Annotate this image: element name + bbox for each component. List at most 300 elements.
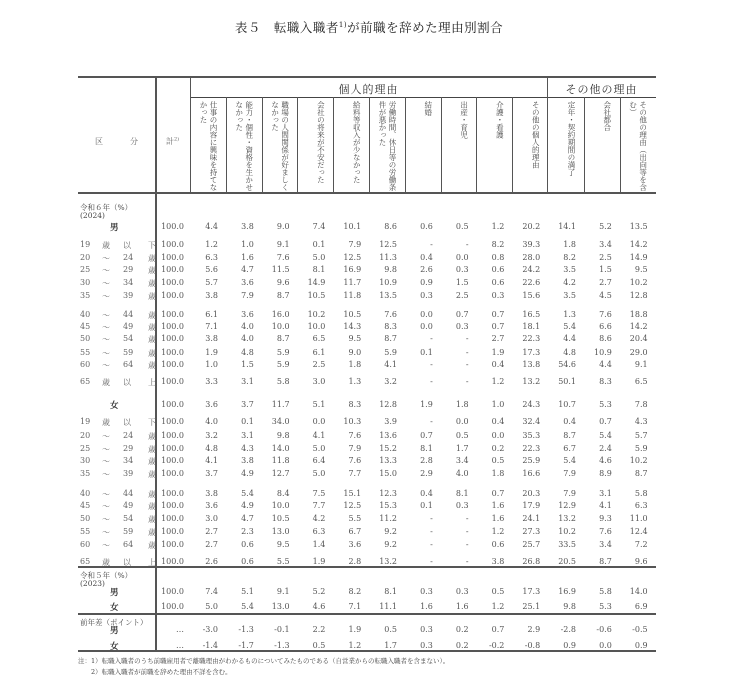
reason-value: 10.2 bbox=[629, 456, 648, 465]
reason-value: 5.4 bbox=[241, 489, 254, 498]
reason-value: 50.1 bbox=[558, 377, 576, 386]
reason-value: 6.9 bbox=[634, 602, 648, 611]
age-label-part: ～ bbox=[102, 254, 110, 263]
reason-value: 9.3 bbox=[599, 514, 612, 523]
reason-value: 1.6 bbox=[455, 602, 469, 611]
reason-value: 22.3 bbox=[522, 444, 541, 453]
reason-value: -3.0 bbox=[202, 625, 218, 634]
total-value: 100.0 bbox=[161, 310, 184, 319]
reason-value: 10.0 bbox=[271, 501, 290, 510]
reason-value: 54.6 bbox=[558, 360, 576, 369]
age-label-part: 歳 bbox=[148, 323, 156, 332]
reason-value: 14.9 bbox=[629, 253, 648, 262]
reason-value: 13.0 bbox=[271, 602, 290, 611]
reason-value: 10.9 bbox=[379, 278, 397, 287]
age-label-part: 45 bbox=[80, 322, 91, 331]
age-label-part: 30 bbox=[80, 278, 91, 287]
total-header-label: 計 bbox=[166, 137, 174, 146]
reason-value: 4.4 bbox=[563, 334, 576, 343]
reason-value: 7.6 bbox=[348, 431, 362, 440]
reason-value: 2.2 bbox=[312, 625, 326, 634]
reason-value: 5.8 bbox=[599, 587, 612, 596]
reason-value: 6.1 bbox=[312, 348, 326, 357]
reason-value: 4.5 bbox=[599, 291, 612, 300]
reason-value: 2.9 bbox=[420, 469, 433, 478]
age-label-part: 35 bbox=[80, 469, 91, 478]
reason-value: 1.2 bbox=[348, 641, 362, 650]
age-label-part: 歳 bbox=[148, 470, 156, 479]
reason-value: - bbox=[465, 557, 469, 566]
age-label-part: 59 bbox=[123, 527, 134, 536]
reason-value: 14.0 bbox=[629, 587, 648, 596]
reason-value: - bbox=[465, 514, 469, 523]
reason-value: 2.7 bbox=[205, 540, 218, 549]
reason-value: 0.6 bbox=[241, 540, 254, 549]
age-label-part: 44 bbox=[123, 489, 134, 498]
column-header: 労働時間、休日等の労働条件が悪かった bbox=[378, 101, 397, 191]
reason-value: 1.3 bbox=[348, 377, 362, 386]
reason-value: 13.3 bbox=[379, 456, 397, 465]
reason-value: 15.6 bbox=[522, 291, 541, 300]
reason-value: 5.7 bbox=[634, 431, 648, 440]
age-label-part: 歳 bbox=[148, 254, 156, 263]
reason-value: 27.3 bbox=[522, 527, 541, 536]
reason-value: 2.4 bbox=[599, 444, 612, 453]
reason-value: 7.9 bbox=[348, 444, 362, 453]
age-label-part: 54 bbox=[123, 334, 134, 343]
reason-value: 0.5 bbox=[491, 456, 505, 465]
reason-value: 1.0 bbox=[491, 400, 505, 409]
reason-value: 1.8 bbox=[348, 360, 362, 369]
reason-value: 0.6 bbox=[241, 557, 254, 566]
total-value: 100.0 bbox=[161, 489, 184, 498]
total-value: 100.0 bbox=[161, 417, 184, 426]
reason-value: 8.7 bbox=[599, 557, 612, 566]
age-label-part: 上 bbox=[148, 558, 156, 567]
total-value: 100.0 bbox=[161, 587, 184, 596]
age-label-part: ～ bbox=[102, 515, 110, 524]
reason-value: 10.2 bbox=[629, 278, 648, 287]
title-main: 表５ 転職入職者 bbox=[234, 20, 339, 35]
reason-value: 2.6 bbox=[420, 265, 433, 274]
reason-value: 10.2 bbox=[558, 527, 576, 536]
reason-value: 0.1 bbox=[241, 417, 254, 426]
column-header: 介護・看護 bbox=[495, 101, 505, 139]
reason-value: 5.5 bbox=[348, 514, 362, 523]
reason-value: 5.3 bbox=[599, 602, 612, 611]
reason-value: 4.4 bbox=[599, 360, 612, 369]
reason-value: 24.3 bbox=[522, 400, 541, 409]
reason-value: 1.6 bbox=[420, 602, 433, 611]
reason-value: 2.3 bbox=[241, 527, 254, 536]
reason-value: 8.7 bbox=[276, 291, 290, 300]
age-label-part: 50 bbox=[80, 334, 91, 343]
reason-value: 2.7 bbox=[205, 527, 218, 536]
column-header: 出産・育児 bbox=[459, 101, 469, 139]
reason-value: 4.0 bbox=[241, 334, 254, 343]
reason-value: 14.1 bbox=[558, 222, 576, 231]
reason-value: 8.7 bbox=[563, 431, 576, 440]
reason-value: 1.2 bbox=[491, 602, 505, 611]
reason-value: 16.9 bbox=[343, 265, 362, 274]
reason-value: 4.2 bbox=[312, 514, 326, 523]
reason-value: 1.9 bbox=[312, 557, 326, 566]
reason-value: 8.2 bbox=[348, 587, 362, 596]
column-header: 会社都合 bbox=[602, 101, 612, 131]
reason-value: 0.0 bbox=[312, 417, 326, 426]
reason-value: - bbox=[430, 540, 433, 549]
reason-value: 0.7 bbox=[491, 625, 505, 634]
reason-value: 14.0 bbox=[271, 444, 290, 453]
reason-value: 0.2 bbox=[491, 444, 505, 453]
reason-value: 5.8 bbox=[634, 489, 648, 498]
reason-value: 0.0 bbox=[455, 253, 469, 262]
reason-value: 7.9 bbox=[563, 489, 576, 498]
reason-value: 14.3 bbox=[343, 322, 362, 331]
reason-value: 8.6 bbox=[384, 222, 397, 231]
reason-value: 0.7 bbox=[599, 417, 612, 426]
reason-value: 1.7 bbox=[384, 641, 397, 650]
reason-value: 0.4 bbox=[420, 489, 433, 498]
reason-value: 0.4 bbox=[420, 253, 433, 262]
reason-value: 8.9 bbox=[599, 469, 612, 478]
reason-value: 14.2 bbox=[629, 240, 648, 249]
age-label-part: ～ bbox=[102, 528, 110, 537]
reason-value: 0.6 bbox=[491, 278, 505, 287]
age-label-part: 29 bbox=[123, 265, 134, 274]
reason-value: 0.3 bbox=[455, 501, 469, 510]
reason-value: 7.2 bbox=[634, 540, 648, 549]
reason-value: - bbox=[465, 348, 469, 357]
reason-value: 9.0 bbox=[276, 222, 290, 231]
reason-value: 12.8 bbox=[379, 400, 397, 409]
total-value: 100.0 bbox=[161, 456, 184, 465]
reason-value: 3.8 bbox=[491, 557, 505, 566]
reason-value: 25.1 bbox=[522, 602, 541, 611]
age-label-part: 下 bbox=[148, 241, 156, 250]
reason-value: -0.8 bbox=[524, 641, 541, 650]
reason-value: 8.3 bbox=[384, 322, 397, 331]
reason-value: 3.8 bbox=[205, 489, 218, 498]
reason-value: 32.4 bbox=[522, 417, 541, 426]
sex-label: 女 bbox=[110, 642, 119, 652]
reason-value: 1.8 bbox=[563, 240, 576, 249]
reason-value: 7.7 bbox=[312, 501, 326, 510]
age-label-part: 49 bbox=[123, 322, 134, 331]
age-label-part: 55 bbox=[80, 348, 91, 357]
reason-value: 7.6 bbox=[599, 527, 612, 536]
category-header-1: 区 bbox=[95, 137, 103, 146]
header-bottom-border bbox=[78, 192, 656, 194]
reason-value: 8.3 bbox=[348, 400, 362, 409]
reason-value: 3.6 bbox=[348, 540, 362, 549]
reason-value: 4.8 bbox=[241, 348, 254, 357]
reason-value: 10.0 bbox=[307, 322, 326, 331]
age-label-part: 歳 bbox=[148, 292, 156, 301]
reason-value: - bbox=[430, 527, 433, 536]
reason-value: 8.1 bbox=[384, 587, 397, 596]
age-label-part: ～ bbox=[102, 311, 110, 320]
reason-value: 8.6 bbox=[599, 334, 612, 343]
table-title bbox=[0, 18, 738, 36]
reason-value: 9.5 bbox=[348, 334, 362, 343]
total-value: 100.0 bbox=[161, 501, 184, 510]
reason-value: 0.3 bbox=[455, 265, 469, 274]
age-label-part: 59 bbox=[123, 348, 134, 357]
reason-value: 10.5 bbox=[271, 514, 290, 523]
reason-value: 3.8 bbox=[205, 334, 218, 343]
reason-value: 1.2 bbox=[491, 377, 505, 386]
reason-value: 11.5 bbox=[271, 265, 290, 274]
reason-value: 22.6 bbox=[522, 278, 541, 287]
reason-value: 20.2 bbox=[522, 222, 541, 231]
reason-value: 11.7 bbox=[343, 278, 362, 287]
reason-value: 1.5 bbox=[455, 278, 469, 287]
age-label-part: 39 bbox=[123, 469, 134, 478]
reason-value: 17.3 bbox=[522, 348, 541, 357]
age-label-part: 歳 bbox=[148, 541, 156, 550]
total-value: 100.0 bbox=[161, 322, 184, 331]
reason-value: 11.8 bbox=[343, 291, 362, 300]
reason-value: 9.0 bbox=[348, 348, 362, 357]
age-label-part: ～ bbox=[102, 279, 110, 288]
reason-value: 5.1 bbox=[241, 587, 254, 596]
reason-value: - bbox=[430, 334, 433, 343]
reason-value: 5.4 bbox=[599, 431, 612, 440]
reason-value: 12.9 bbox=[558, 501, 576, 510]
age-label-part: 歳 bbox=[148, 266, 156, 275]
age-label-part: ～ bbox=[102, 502, 110, 511]
column-header: 職場の人間関係が好ましくなかった bbox=[270, 101, 290, 191]
total-value: 100.0 bbox=[161, 348, 184, 357]
reason-value: 5.9 bbox=[634, 444, 648, 453]
reason-value: 5.4 bbox=[563, 456, 576, 465]
reason-value: 12.5 bbox=[343, 253, 362, 262]
group-header-personal: 個人的理由 bbox=[338, 83, 399, 96]
reason-value: -0.1 bbox=[274, 625, 290, 634]
reason-value: 8.1 bbox=[420, 444, 433, 453]
reason-value: - bbox=[430, 417, 433, 426]
reason-value: 7.9 bbox=[241, 291, 254, 300]
reason-value: 34.0 bbox=[271, 417, 290, 426]
reason-value: 0.3 bbox=[420, 641, 433, 650]
reason-value: 25.9 bbox=[522, 456, 541, 465]
age-label-part: 歳 bbox=[148, 502, 156, 511]
reason-value: 0.5 bbox=[491, 587, 505, 596]
group-header-other: その他の理由 bbox=[565, 83, 638, 96]
reason-value: 0.3 bbox=[455, 587, 469, 596]
age-label-part: 歳 bbox=[102, 558, 110, 567]
reason-value: 11.2 bbox=[379, 514, 397, 523]
reason-value: 2.8 bbox=[420, 456, 433, 465]
reason-value: 9.1 bbox=[276, 587, 290, 596]
reason-value: 3.1 bbox=[241, 431, 254, 440]
reason-value: 4.4 bbox=[205, 222, 218, 231]
reason-value: 7.4 bbox=[205, 587, 218, 596]
reason-value: 0.1 bbox=[312, 240, 326, 249]
age-label-part: 60 bbox=[80, 540, 91, 549]
reason-value: 0.0 bbox=[420, 310, 433, 319]
reason-value: 5.0 bbox=[205, 602, 218, 611]
reason-value: 7.9 bbox=[563, 469, 576, 478]
reason-value: 3.3 bbox=[205, 377, 218, 386]
reason-value: 0.7 bbox=[455, 310, 469, 319]
reason-value: - bbox=[465, 377, 469, 386]
reason-value: 4.0 bbox=[241, 322, 254, 331]
reason-value: 1.9 bbox=[491, 348, 505, 357]
sex-label: 男 bbox=[110, 223, 119, 233]
reason-value: 0.8 bbox=[491, 253, 505, 262]
reason-value: 0.2 bbox=[455, 625, 469, 634]
total-header-note: 2) bbox=[174, 136, 180, 143]
reason-value: 4.7 bbox=[241, 514, 254, 523]
age-label-part: 19 bbox=[80, 240, 91, 249]
reason-value: 9.2 bbox=[384, 540, 397, 549]
age-label-part: 65 bbox=[80, 557, 91, 566]
section-label: 前年差（ポイント） bbox=[80, 618, 148, 627]
age-label-part: 25 bbox=[80, 265, 91, 274]
total-value: … bbox=[176, 625, 184, 634]
sex-label: 女 bbox=[110, 401, 119, 411]
reason-value: 4.9 bbox=[241, 469, 254, 478]
reason-value: 3.9 bbox=[384, 417, 397, 426]
reason-value: 7.7 bbox=[348, 469, 362, 478]
age-label-part: 34 bbox=[123, 278, 134, 287]
age-label-part: 65 bbox=[80, 377, 91, 386]
reason-value: 10.3 bbox=[343, 417, 362, 426]
reason-value: 8.7 bbox=[634, 469, 648, 478]
reason-value: 2.5 bbox=[312, 360, 326, 369]
table-bottom-border bbox=[78, 650, 656, 652]
total-value: 100.0 bbox=[161, 400, 184, 409]
total-value: 100.0 bbox=[161, 469, 184, 478]
reason-value: 10.9 bbox=[593, 348, 612, 357]
reason-value: 3.5 bbox=[563, 265, 576, 274]
total-value: 100.0 bbox=[161, 444, 184, 453]
age-label-part: 54 bbox=[123, 514, 134, 523]
reason-value: 7.4 bbox=[312, 222, 326, 231]
reason-value: 2.7 bbox=[491, 334, 505, 343]
reason-value: 3.6 bbox=[205, 501, 218, 510]
reason-value: 0.7 bbox=[491, 322, 505, 331]
reason-value: 28.0 bbox=[522, 253, 541, 262]
reason-value: 11.3 bbox=[379, 253, 397, 262]
reason-value: 1.9 bbox=[348, 625, 362, 634]
reason-value: 5.6 bbox=[205, 265, 218, 274]
reason-value: 22.3 bbox=[522, 334, 541, 343]
section-divider-2023 bbox=[78, 566, 656, 568]
reason-value: 3.8 bbox=[241, 222, 254, 231]
age-label-part: ～ bbox=[102, 470, 110, 479]
reason-value: -2.8 bbox=[560, 625, 576, 634]
reason-value: 4.1 bbox=[599, 501, 612, 510]
reason-value: 9.5 bbox=[634, 265, 648, 274]
reason-value: 0.5 bbox=[455, 222, 469, 231]
total-value: 100.0 bbox=[161, 377, 184, 386]
reason-value: 25.7 bbox=[522, 540, 541, 549]
reason-value: 1.8 bbox=[491, 469, 505, 478]
age-label-part: 30 bbox=[80, 456, 91, 465]
reason-value: 9.2 bbox=[384, 527, 397, 536]
reason-value: 12.7 bbox=[271, 469, 290, 478]
reason-value: 11.7 bbox=[271, 400, 290, 409]
reason-value: 9.1 bbox=[276, 240, 290, 249]
reason-value: 14.2 bbox=[629, 322, 648, 331]
reason-value: 15.1 bbox=[343, 489, 362, 498]
reason-value: 3.1 bbox=[599, 489, 612, 498]
age-label-part: 歳 bbox=[148, 335, 156, 344]
reason-value: 4.8 bbox=[563, 348, 576, 357]
section-label: 令和６年（%） bbox=[80, 203, 133, 212]
section-year: (2023) bbox=[80, 579, 105, 588]
total-value: 100.0 bbox=[161, 557, 184, 566]
reason-value: 5.1 bbox=[312, 400, 326, 409]
reason-value: 1.2 bbox=[491, 527, 505, 536]
reason-value: 0.0 bbox=[455, 417, 469, 426]
reason-value: - bbox=[465, 240, 469, 249]
age-label-part: 歳 bbox=[102, 241, 110, 250]
total-value: 100.0 bbox=[161, 602, 184, 611]
reason-value: 0.6 bbox=[491, 265, 505, 274]
reason-value: 13.0 bbox=[271, 527, 290, 536]
reason-value: 1.2 bbox=[205, 240, 218, 249]
reason-value: 15.2 bbox=[379, 444, 397, 453]
reason-value: - bbox=[430, 240, 433, 249]
reason-value: 1.7 bbox=[455, 444, 469, 453]
reason-value: 8.3 bbox=[599, 377, 612, 386]
reason-value: 9.5 bbox=[276, 540, 290, 549]
reason-value: -1.4 bbox=[202, 641, 218, 650]
age-label-part: 24 bbox=[123, 431, 134, 440]
reason-value: 8.1 bbox=[455, 489, 469, 498]
reason-value: 5.2 bbox=[599, 222, 612, 231]
reason-value: 0.2 bbox=[455, 641, 469, 650]
reason-value: 0.5 bbox=[455, 431, 469, 440]
reason-value: 8.7 bbox=[276, 334, 290, 343]
reason-value: 0.0 bbox=[491, 431, 505, 440]
reason-value: 33.5 bbox=[558, 540, 576, 549]
reason-value: 0.9 bbox=[634, 641, 648, 650]
reason-value: 12.5 bbox=[343, 501, 362, 510]
total-value: 100.0 bbox=[161, 240, 184, 249]
age-label-part: 25 bbox=[80, 444, 91, 453]
age-label-part: ～ bbox=[102, 292, 110, 301]
reason-value: 13.5 bbox=[629, 222, 648, 231]
reason-value: 1.3 bbox=[563, 310, 576, 319]
reason-value: -1.7 bbox=[238, 641, 254, 650]
reason-value: 9.8 bbox=[276, 431, 290, 440]
reason-value: 0.1 bbox=[420, 501, 433, 510]
table-top-border bbox=[78, 76, 656, 78]
column-header: その他の個人的理由 bbox=[531, 101, 541, 169]
age-label-part: 歳 bbox=[148, 361, 156, 370]
age-label-part: ～ bbox=[102, 541, 110, 550]
age-label-part: 下 bbox=[148, 418, 156, 427]
age-label-part: 20 bbox=[80, 431, 91, 440]
reason-value: 3.0 bbox=[312, 377, 326, 386]
age-label-part: 19 bbox=[80, 417, 91, 426]
reason-value: 16.6 bbox=[522, 469, 541, 478]
reason-value: 7.1 bbox=[205, 322, 218, 331]
reason-value: 4.0 bbox=[455, 469, 469, 478]
reason-value: 9.1 bbox=[634, 360, 648, 369]
reason-value: 3.6 bbox=[205, 400, 218, 409]
reason-value: 3.5 bbox=[563, 291, 576, 300]
total-value: 100.0 bbox=[161, 334, 184, 343]
reason-value: 10.5 bbox=[343, 310, 362, 319]
reason-value: 3.1 bbox=[241, 377, 254, 386]
reason-value: 35.3 bbox=[522, 431, 541, 440]
